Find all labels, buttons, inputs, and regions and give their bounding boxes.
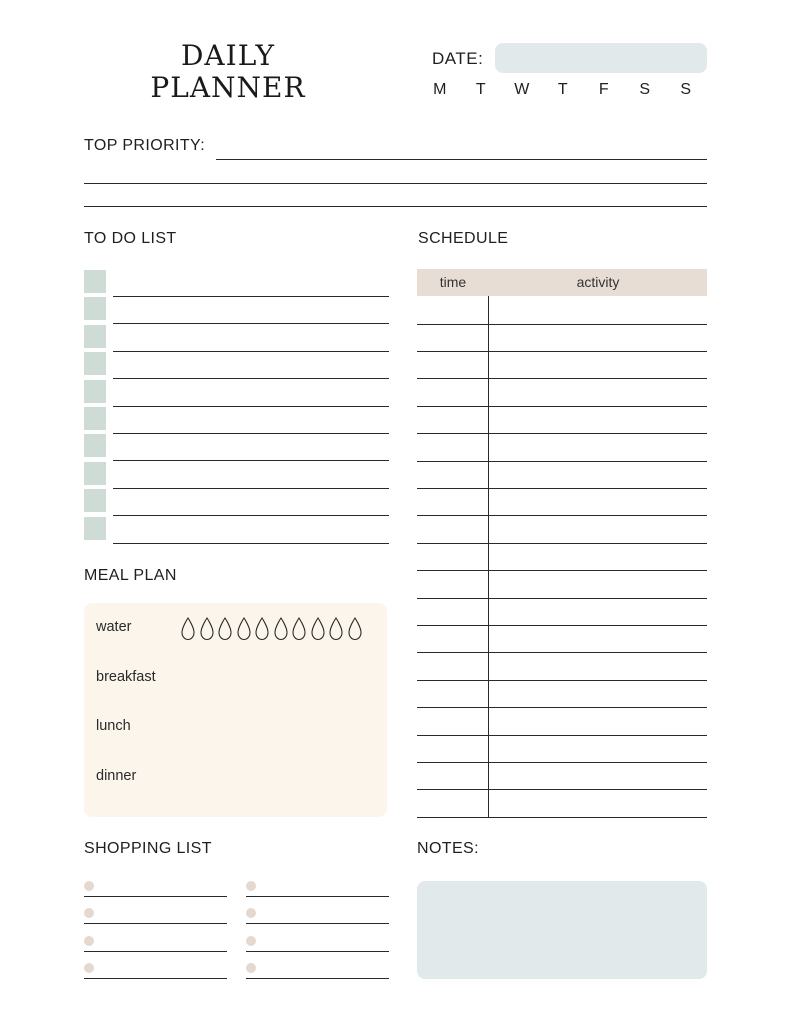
schedule-label: SCHEDULE bbox=[418, 230, 509, 247]
schedule-row-line[interactable] bbox=[417, 570, 707, 571]
shopping-bullet bbox=[246, 881, 256, 891]
schedule-row-line[interactable] bbox=[417, 488, 707, 489]
day-friday[interactable]: F bbox=[598, 81, 610, 98]
shopping-bullet bbox=[84, 936, 94, 946]
meal-dinner-label: dinner bbox=[96, 768, 137, 784]
water-drop-icon[interactable] bbox=[347, 617, 363, 641]
schedule-row-line[interactable] bbox=[417, 652, 707, 653]
todo-checkbox[interactable] bbox=[84, 270, 106, 293]
todo-checkbox[interactable] bbox=[84, 462, 106, 485]
water-drop-icon[interactable] bbox=[180, 617, 196, 641]
schedule-row-line[interactable] bbox=[417, 735, 707, 736]
schedule-row-line[interactable] bbox=[417, 817, 707, 818]
shopping-item-line[interactable] bbox=[246, 896, 389, 897]
todo-line[interactable] bbox=[113, 433, 389, 434]
day-monday[interactable]: M bbox=[433, 81, 447, 98]
schedule-row-line[interactable] bbox=[417, 406, 707, 407]
todo-line[interactable] bbox=[113, 378, 389, 379]
meal-plan-label: MEAL PLAN bbox=[84, 567, 177, 584]
shopping-list-label: SHOPPING LIST bbox=[84, 840, 212, 857]
water-drop-icon[interactable] bbox=[199, 617, 215, 641]
schedule-row-line[interactable] bbox=[417, 324, 707, 325]
shopping-bullet bbox=[84, 881, 94, 891]
day-thursday[interactable]: T bbox=[557, 81, 569, 98]
meal-lunch-label: lunch bbox=[96, 718, 131, 734]
todo-line[interactable] bbox=[113, 406, 389, 407]
todo-line[interactable] bbox=[113, 323, 389, 324]
top-priority-line-3[interactable] bbox=[84, 206, 707, 207]
shopping-bullet bbox=[246, 908, 256, 918]
shopping-bullet bbox=[84, 963, 94, 973]
todo-line[interactable] bbox=[113, 460, 389, 461]
water-drop-icon[interactable] bbox=[291, 617, 307, 641]
top-priority-line-2[interactable] bbox=[84, 183, 707, 184]
shopping-item-line[interactable] bbox=[246, 978, 389, 979]
schedule-row-line[interactable] bbox=[417, 762, 707, 763]
shopping-item-line[interactable] bbox=[246, 951, 389, 952]
notes-field[interactable] bbox=[417, 881, 707, 979]
water-drop-icon[interactable] bbox=[254, 617, 270, 641]
todo-checkbox[interactable] bbox=[84, 434, 106, 457]
schedule-row-line[interactable] bbox=[417, 543, 707, 544]
water-drop-icon[interactable] bbox=[328, 617, 344, 641]
shopping-item-line[interactable] bbox=[246, 923, 389, 924]
shopping-bullet bbox=[246, 963, 256, 973]
title-line-1: DAILY bbox=[180, 39, 276, 72]
schedule-row-line[interactable] bbox=[417, 789, 707, 790]
schedule-row-line[interactable] bbox=[417, 461, 707, 462]
shopping-item-line[interactable] bbox=[84, 951, 227, 952]
shopping-bullet bbox=[84, 908, 94, 918]
shopping-item-line[interactable] bbox=[84, 923, 227, 924]
todo-checkbox[interactable] bbox=[84, 297, 106, 320]
water-drop-icon[interactable] bbox=[310, 617, 326, 641]
schedule-activity-header: activity bbox=[576, 274, 620, 290]
day-wednesday[interactable]: W bbox=[514, 81, 530, 98]
top-priority-line-1[interactable] bbox=[216, 159, 707, 160]
schedule-row-line[interactable] bbox=[417, 351, 707, 352]
todo-checkbox[interactable] bbox=[84, 407, 106, 430]
day-tuesday[interactable]: T bbox=[475, 81, 487, 98]
todo-line[interactable] bbox=[113, 351, 389, 352]
todo-line[interactable] bbox=[113, 488, 389, 489]
day-saturday[interactable]: S bbox=[639, 81, 651, 98]
date-field[interactable] bbox=[495, 43, 707, 73]
todo-line[interactable] bbox=[113, 543, 389, 544]
todo-checkbox[interactable] bbox=[84, 352, 106, 375]
schedule-column-divider bbox=[488, 296, 489, 817]
schedule-header bbox=[417, 269, 707, 296]
date-label: DATE: bbox=[432, 49, 484, 68]
todo-line[interactable] bbox=[113, 296, 389, 297]
notes-label: NOTES: bbox=[417, 840, 479, 857]
schedule-row-line[interactable] bbox=[417, 515, 707, 516]
water-drop-icon[interactable] bbox=[273, 617, 289, 641]
water-drop-icon[interactable] bbox=[217, 617, 233, 641]
todo-checkbox[interactable] bbox=[84, 380, 106, 403]
todo-checkbox[interactable] bbox=[84, 489, 106, 512]
schedule-time-header: time bbox=[439, 274, 467, 290]
todo-checkbox[interactable] bbox=[84, 517, 106, 540]
todo-label: TO DO LIST bbox=[84, 230, 177, 247]
water-drop-icon[interactable] bbox=[236, 617, 252, 641]
top-priority-label: TOP PRIORITY: bbox=[84, 137, 206, 154]
weekday-selector bbox=[425, 81, 715, 101]
day-sunday[interactable]: S bbox=[680, 81, 692, 98]
schedule-row-line[interactable] bbox=[417, 625, 707, 626]
schedule-row-line[interactable] bbox=[417, 707, 707, 708]
shopping-item-line[interactable] bbox=[84, 978, 227, 979]
schedule-row-line[interactable] bbox=[417, 680, 707, 681]
meal-breakfast-label: breakfast bbox=[96, 669, 156, 685]
planner-title bbox=[148, 40, 308, 104]
schedule-row-line[interactable] bbox=[417, 598, 707, 599]
schedule-row-line[interactable] bbox=[417, 378, 707, 379]
title-line-2: PLANNER bbox=[150, 71, 306, 104]
schedule-row-line[interactable] bbox=[417, 433, 707, 434]
todo-checkbox[interactable] bbox=[84, 325, 106, 348]
shopping-item-line[interactable] bbox=[84, 896, 227, 897]
meal-water-label: water bbox=[96, 619, 132, 635]
shopping-bullet bbox=[246, 936, 256, 946]
todo-line[interactable] bbox=[113, 515, 389, 516]
